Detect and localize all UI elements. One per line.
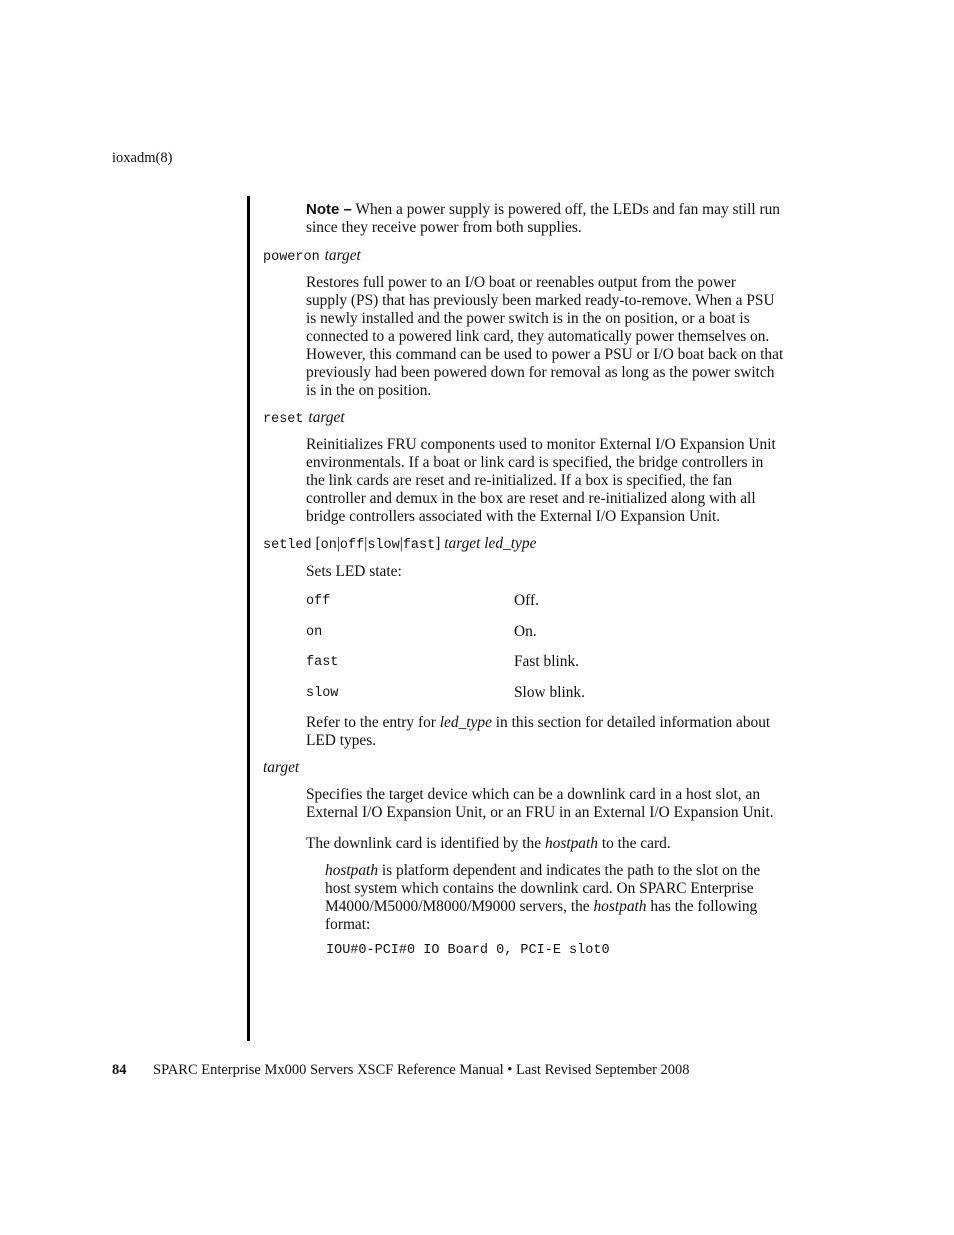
hostpath-text: host system which contains the downlink card. On SPARC Enterprise <box>325 880 754 897</box>
target-description <box>306 786 832 822</box>
led-state-key: on <box>306 625 323 640</box>
hostpath-example: IOU#0-PCI#0 IO Board 0, PCI-E slot0 <box>326 943 610 958</box>
led-state-key: fast <box>306 655 339 670</box>
poweron-description <box>306 274 832 400</box>
reset-line: environmentals. If a boat or link card is specified, the bridge controllers in <box>306 454 764 471</box>
hostpath-paragraph <box>325 862 835 934</box>
separator: | <box>336 535 340 552</box>
setled-intro: Sets LED state: <box>306 563 402 580</box>
poweron-line: However, this command can be used to power a PSU or I/O boat back on that <box>306 346 784 363</box>
hostpath-term: hostpath <box>325 862 379 879</box>
option-on: on <box>320 538 337 553</box>
page-number: 84 <box>112 1062 127 1078</box>
reset-line: the link cards are reset and re-initialized. If a box is specified, the fan <box>306 472 733 489</box>
option-off: off <box>339 538 365 553</box>
note-label: Note – <box>306 201 352 218</box>
footer-text: SPARC Enterprise Mx000 Servers XSCF Reference Manual • Last Revised September 2008 <box>153 1062 690 1078</box>
option-fast: fast <box>402 538 436 553</box>
reset-term <box>263 408 345 427</box>
separator: | <box>399 535 403 552</box>
downlink-text: The downlink card is identified by the <box>306 835 542 852</box>
led-state-value: On. <box>514 623 537 640</box>
target-line: External I/O Expansion Unit, or an FRU in an External I/O Expansion Unit. <box>306 804 774 821</box>
bracket-open: [ <box>315 535 321 552</box>
led-state-key: off <box>306 594 331 609</box>
reset-line: controller and demux in the box are reset and re-initialized along with all <box>306 490 756 507</box>
target-term: target <box>263 759 300 776</box>
change-bar <box>247 196 250 1041</box>
poweron-line: connected to a powered link card, they automatically power themselves on. <box>306 328 770 345</box>
setled-term <box>263 535 536 555</box>
refer-text: Refer to the entry for <box>306 714 436 731</box>
led-state-value: Off. <box>514 592 539 609</box>
reset-line: Reinitializes FRU components used to monitor External I/O Expansion Unit <box>306 436 776 453</box>
setled-arg-target: target <box>444 535 481 552</box>
poweron-arg: target <box>324 247 361 264</box>
poweron-line: Restores full power to an I/O boat or reenables output from the power <box>306 274 736 291</box>
setled-arg-led-type: led_type <box>484 535 537 552</box>
separator: | <box>364 535 368 552</box>
poweron-line: supply (PS) that has previously been marked ready-to-remove. When a PSU <box>306 292 775 309</box>
reset-description <box>306 436 832 526</box>
led-state-value: Slow blink. <box>514 684 585 701</box>
note-block <box>306 201 832 237</box>
downlink-paragraph <box>306 835 832 853</box>
poweron-line: is newly installed and the power switch is in the on position, or a boat is <box>306 310 750 327</box>
note-text-line1: When a power supply is powered off, the LEDs and fan may still run <box>355 201 780 218</box>
bracket-close: ] <box>435 535 441 552</box>
setled-refer <box>306 714 832 750</box>
hostpath-term: hostpath <box>593 898 647 915</box>
hostpath-text: is platform dependent and indicates the path to the slot on the <box>381 862 761 879</box>
option-slow: slow <box>367 538 400 553</box>
refer-line2: LED types. <box>306 732 377 749</box>
refer-term: led_type <box>439 714 492 731</box>
setled-cmd: setled <box>263 538 312 553</box>
target-line: Specifies the target device which can be a downlink card in a host slot, an <box>306 786 761 803</box>
reset-line: bridge controllers associated with the External I/O Expansion Unit. <box>306 508 721 525</box>
led-state-key: slow <box>306 686 339 701</box>
hostpath-text: M4000/M5000/M8000/M9000 servers, the <box>325 898 590 915</box>
poweron-line: is in the on position. <box>306 382 432 399</box>
reset-arg: target <box>308 409 345 426</box>
poweron-term <box>263 246 361 265</box>
hostpath-text: format: <box>325 916 371 933</box>
downlink-term: hostpath <box>544 835 598 852</box>
running-head: ioxadm(8) <box>112 150 173 166</box>
hostpath-text: has the following <box>650 898 758 915</box>
poweron-line: previously had been powered down for removal as long as the power switch <box>306 364 775 381</box>
poweron-cmd: poweron <box>263 250 320 265</box>
refer-text: in this section for detailed information about <box>495 714 771 731</box>
led-state-value: Fast blink. <box>514 653 579 670</box>
downlink-text: to the card. <box>601 835 671 852</box>
note-text-line2: since they receive power from both supplies. <box>306 219 582 236</box>
reset-cmd: reset <box>263 412 304 427</box>
